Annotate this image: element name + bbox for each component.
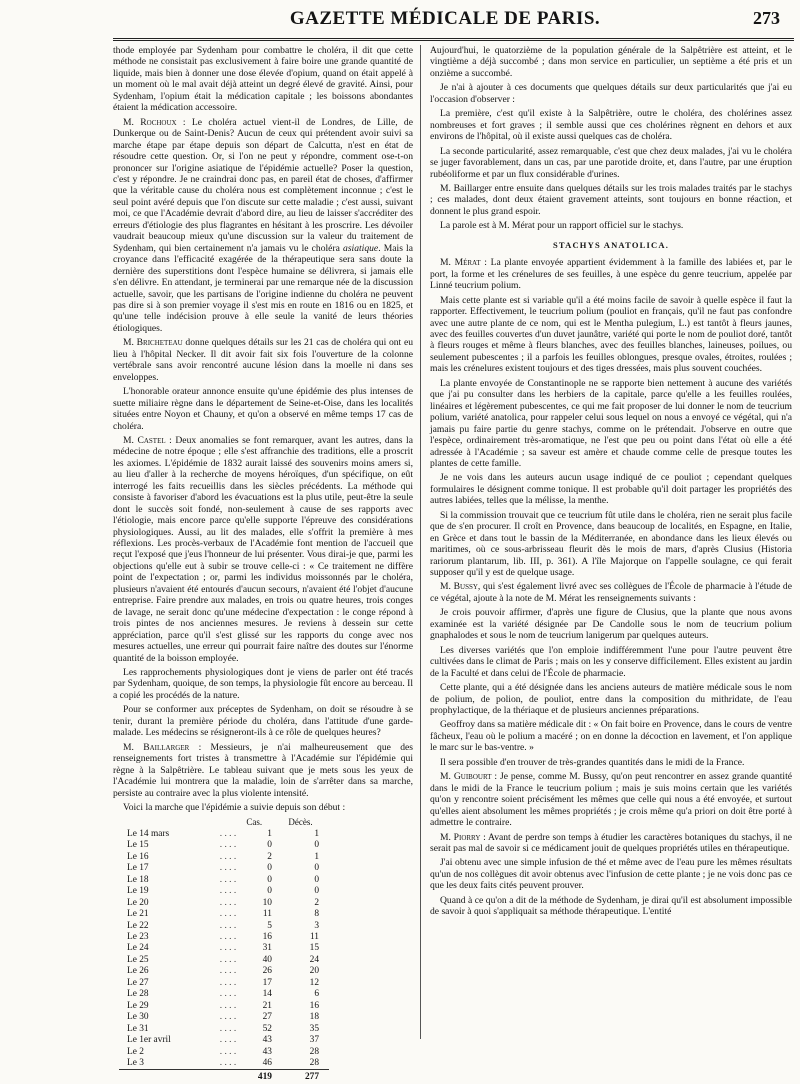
row-leader: . . . . bbox=[219, 1046, 237, 1057]
paragraph: La seconde particularité, assez remarquable, c'est que chez deux malades, j'ai vu le choléra se juger favorablement, dans un cas, par une parotide droite, et, dans l'autre, par une éruption rubéoliforme et par un flux considérable d'urines. bbox=[430, 145, 792, 180]
row-leader: . . . . bbox=[219, 1000, 237, 1011]
table-row bbox=[119, 840, 329, 851]
row-cases: 26 bbox=[262, 966, 272, 977]
paragraph: La parole est à M. Mérat pour un rapport officiel sur le stachys. bbox=[440, 220, 684, 232]
header-cases: Cas. bbox=[246, 817, 263, 828]
paragraph: M. Castel : Deux anomalies se font remarquer, avant les autres, dans la médecine de notre époque ; elle s'est affranchie des traditions, elle a proscrit les axiomes. L'épidémie de 1832 aurait laissé des souvenirs moins amers si, au lieu d'aller à la recherche de moyens héroïques, d'un spécifique, on eût interrogé les faits recueillis dans les siècles précédents. La méthode qui consiste à favoriser d'abord les évacuations est la plus utile, peut-être la seule dont le succès soit fondé, non-seulement à cause de ses rapports avec l'étiologie, mais encore parce qu'elle supporte l'épreuve des considérations physiologiques. Aussi, au lit des malades, elle s'offrit la première à mes réflexions. Les procès-verbaux de l'Académie font mention de l'accueil que reçut l'exposé que j'eus l'honneur de lui présenter. Vous dirai-je que, parmi les objections qu'elle eut à subir se trouve celle-ci : « Ce traitement ne diffère point de l'expectation ; or, parmi les individus moissonnés par le choléra, plusieurs n'avaient été entourés d'aucun secours, n'avaient été l'objet d'aucune entreprise. Faire prendre aux malades, en trois ou quatre heures, trois conges de lavage, ne serait donc qu'une médecine d'expectation : le conge répond à trois pintes de nos anciennes mesures. Je reviens à dessein sur cette appréciation, parce qu'il s'est glissé sur les rapports du conge avec nos mesures actuelles, une erreur qui pourrait faire naître des doutes sur l'énorme quantité de la boisson employée. bbox=[113, 434, 413, 664]
table-row bbox=[119, 1047, 329, 1058]
row-cases: 43 bbox=[262, 1035, 272, 1046]
row-cases: 43 bbox=[262, 1046, 272, 1057]
row-cases: 1 bbox=[267, 828, 272, 839]
row-leader: . . . . bbox=[219, 1035, 237, 1046]
table-row bbox=[119, 1024, 329, 1035]
section-heading: STACHYS ANATOLICA. bbox=[552, 239, 670, 250]
speaker: M. Rochoux : bbox=[123, 116, 186, 128]
row-cases: 52 bbox=[262, 1023, 272, 1034]
row-date: Le 20 bbox=[127, 897, 149, 908]
paragraph: Il sera possible d'en trouver de très-grandes quantités dans le midi de la France. bbox=[440, 756, 745, 768]
table-row bbox=[119, 1001, 329, 1012]
header-deaths: Décès. bbox=[288, 817, 313, 828]
paragraph: M. Piorry : Avant de perdre son temps à étudier les caractères botaniques du stachys, il ne serait pas mal de savoir si ce médicament jouit de quelques propriétés utiles en thérapeutique. bbox=[430, 831, 793, 854]
paragraph: Je crois pouvoir affirmer, d'après une figure de Clusius, que la plante que nous avons examinée est la variété désignée par De Candolle sous le nom de teucrium polium gnaphalodes et sous le nom de teucrium lanigerum par quelques auteurs. bbox=[430, 607, 792, 642]
speaker: M. Piorry : bbox=[440, 831, 486, 843]
row-deaths: 0 bbox=[314, 874, 319, 885]
row-date: Le 1er avril bbox=[127, 1035, 171, 1046]
row-cases: 14 bbox=[262, 989, 272, 1000]
row-leader: . . . . bbox=[219, 920, 237, 931]
paragraph: M. Rochoux : Le choléra actuel vient-il de Londres, de Lille, de Dunkerque ou de Saint-Denis? Aucun de ceux qui prétendent avoir suivi sa marche étape par étape depuis son départ de Calcutta, n'est en état de résoudre cette question. Or, si l'on ne peut y répondre, comment ose-t-on prononcer sur l'origine asiatique de l'épidémie actuelle? Poser la question, c'est y répondre. Je ne craindrai donc pas, en pareil état de choses, d'affirmer que la véritable cause du choléra nous est complètement inconnue ; c'est le seul point avéré depuis que l'on discute sur cette maladie ; c'est aussi, suivant moi, ce que l'Académie devrait d'abord dire, au lieu de laisser s'accréditer des erreurs d'étiologie des plus flagrantes en hésitant à les proscrire. Les dévoiler vaudrait beaucoup mieux qu'une discussion sur la valeur du traitement de Sydenham, qui bien certainement n'a jamais vu le choléra asiatique. Mais la croyance dans l'efficacité exagérée de la thérapeutique sera sans doute la dernière des superstitions dont l'espèce humaine se délivrera, si jamais elle s'en délivre. En attendant, je terminerai par une remarque née de la discussion actuelle, savoir, que les partisans de l'origine indienne du choléra ne peuvent pas dire si à son premier voyage il s'est mis en route en 1816 ou en 1825, et qu'une telle indécision prouve à elle seule la vanité de leurs théories étiologiques. bbox=[113, 116, 413, 334]
row-deaths: 1 bbox=[314, 828, 319, 839]
row-deaths: 28 bbox=[309, 1046, 319, 1057]
table-row bbox=[119, 875, 329, 886]
row-deaths: 2 bbox=[314, 897, 319, 908]
table-row bbox=[119, 829, 329, 840]
table-row bbox=[119, 1012, 329, 1023]
row-deaths: 11 bbox=[309, 931, 319, 942]
row-leader: . . . . bbox=[219, 1012, 237, 1023]
row-deaths: 24 bbox=[309, 954, 319, 965]
row-cases: 40 bbox=[262, 954, 272, 965]
epidemic-table bbox=[119, 817, 329, 1083]
paragraph: thode employée par Sydenham pour combattre le choléra, il dit que cette méthode ne consistait pas exclusivement à faire boire une grande quantité de liquide, mais bien à donner une dose élevée d'opium, quand on était appelé à un moment où le mal avait déjà atteint un degré élevé de gravité. Ainsi, pour Sydenham, l'opium était la médication capitale ; les boissons abondantes étaient la médication accessoire. bbox=[113, 45, 413, 114]
row-leader: . . . . bbox=[219, 977, 237, 988]
row-cases: 27 bbox=[262, 1012, 272, 1023]
row-leader: . . . . bbox=[219, 909, 237, 920]
row-deaths: 37 bbox=[309, 1035, 319, 1046]
row-deaths: 18 bbox=[309, 1012, 319, 1023]
paragraph: Les rapprochements physiologiques dont je viens de parler ont été tracés par Sydenham, quoique, de son temps, la physiologie fût encore au berceau. Il a copié les procédés de la nature. bbox=[113, 667, 413, 701]
paragraph: La plante envoyée de Constantinople ne se rapporte bien nettement à aucune des variétés que j'ai pu consulter dans les herbiers de la capitale, parce qu'elle a les feuilles roulées, linéaires et légèrement pubescentes, ce qui me fait proposer de lui donner le nom de teucrium polium, variété anatolica, pour rappeler celui sous lequel on nous a envoyé ce végétal, qui n'a jamais pu faire partie du genre stachys, comme on le prétendait. J'observe en outre que l'espèce, ordinairement très-aromatique, ne l'est que peu ou point dans l'état où elle a été adressée à l'Académie ; sa saveur est amère et chaude comme celle de presque toutes les plantes de cette famille. bbox=[430, 377, 792, 469]
row-date: Le 28 bbox=[127, 989, 149, 1000]
row-date: Le 30 bbox=[127, 1012, 149, 1023]
row-leader: . . . . bbox=[219, 954, 237, 965]
paragraph: Mais cette plante est si variable qu'il a été moins facile de savoir à quelle espèce il faut la rapporter. Effectivement, le teucrium polium (pouliot en français, qu'il ne faut pas confondre avec une autre plante de ce nom, qui est le Mentha pulegium, L.) est tantôt à fleurs jaunes, avec des feuilles couvertes d'un duvet jaunâtre, variété qui porte le nom de pouliot doré, tantôt à fleurs rouges et même à fleurs blanches, avec des feuilles blanches, laineuses, poilues, ou seulement pubescentes ; il a parfois les feuilles oblongues, presque ovales, étroites, roulées ; mais les crénelures existent toujours et des tiges dressées, mais plus souvent couchées. bbox=[430, 294, 792, 375]
row-cases: 2 bbox=[267, 851, 272, 862]
row-date: Le 27 bbox=[127, 977, 149, 988]
row-leader: . . . . bbox=[219, 943, 237, 954]
paragraph: M. Mérat : La plante envoyée appartient évidemment à la famille des labiées et, par le port, la forme et les crénelures de ses feuilles, à une espèce du genre teucrium, appelée par Linné teucrium polium. bbox=[430, 257, 793, 292]
row-date: Le 19 bbox=[127, 886, 149, 897]
table-row bbox=[119, 909, 329, 920]
table-row bbox=[119, 989, 329, 1000]
table-row bbox=[119, 978, 329, 989]
row-cases: 0 bbox=[267, 840, 272, 851]
header-rule bbox=[113, 38, 794, 41]
row-deaths: 28 bbox=[309, 1057, 319, 1068]
total-cases: 419 bbox=[236, 1070, 281, 1084]
row-date: Le 31 bbox=[127, 1023, 149, 1034]
table-header bbox=[119, 817, 329, 828]
paragraph: M. Guibourt : Je pense, comme M. Bussy, qu'on peut rencontrer en assez grande quantité dans le midi de la France le teucrium polium ; mais je suis moins certain que les variétés qu'on y rencontre soient précisément les mêmes que celle qui nous a été envoyée, et surtout qu'elles aient absolument les mêmes propriétés ; je crois même qu'a priori on doit être porté à admettre le contraire. bbox=[430, 771, 792, 829]
row-date: Le 18 bbox=[127, 874, 149, 885]
page-number: 273 bbox=[753, 8, 780, 28]
row-cases: 10 bbox=[262, 897, 272, 908]
paragraph: Si la commission trouvait que ce teucrium fût utile dans le choléra, rien ne serait plus facile que de s'en procurer. Il croît en Provence, dans beaucoup de localités, en Espagne, en Italie, en Grèce et dans tout le bassin de la Méditerranée, en abondance dans les lieux élevés ou maritimes, où ce sous-arbrisseau fleurit dès le mois de mars, d'après Clusius (Historia rariorum plantarum, lib. III, p. 361). A l'île Majorque on l'appelle soulagne, ce qui ferait supposer qu'il y est de quelque usage. bbox=[430, 509, 792, 579]
row-leader: . . . . bbox=[219, 931, 237, 942]
row-leader: . . . . bbox=[219, 851, 237, 862]
row-leader: . . . . bbox=[219, 840, 237, 851]
row-date: Le 16 bbox=[127, 851, 149, 862]
table-row bbox=[119, 852, 329, 863]
table-row bbox=[119, 921, 329, 932]
paragraph: Aujourd'hui, le quatorzième de la population générale de la Salpêtrière est atteint, et le vingtième a déjà succombé ; dans mon service en particulier, un septième a été pris et un onzième a succombé. bbox=[430, 45, 792, 79]
table-row bbox=[119, 1035, 329, 1046]
table-row bbox=[119, 1058, 329, 1070]
paragraph: Les diverses variétés que l'on emploie indifféremment l'une pour l'autre peuvent être cultivées dans le climat de Paris ; mais on les y conserve difficilement. Elles existent au jardin de la Faculté et dans celui de l'École de pharmacie. bbox=[430, 644, 792, 679]
right-column bbox=[430, 45, 792, 921]
row-cases: 5 bbox=[267, 920, 272, 931]
row-deaths: 16 bbox=[309, 1000, 319, 1011]
row-cases: 0 bbox=[267, 874, 272, 885]
left-column bbox=[113, 45, 413, 1084]
paragraph: M. Baillarger : Messieurs, je n'ai malheureusement que des renseignements fort tristes à transmettre à l'Académie sur l'épidémie qui règne à la Salpêtrière. Le tableau suivant que je mets sous les yeux de l'Académie lui montrera que la maladie, loin de s'arrêter dans sa marche, persiste au contraire avec la plus violente intensité. bbox=[113, 741, 413, 799]
row-deaths: 0 bbox=[314, 863, 319, 874]
paragraph: M. Bussy, qui s'est également livré avec ses collègues de l'École de pharmacie à l'étude de ce végétal, ajoute à la note de M. Mérat les renseignements suivants : bbox=[430, 581, 792, 604]
column-separator bbox=[420, 45, 421, 1039]
table-row bbox=[119, 886, 329, 897]
row-date: Le 23 bbox=[127, 931, 149, 942]
journal-title: GAZETTE MÉDICALE DE PARIS. bbox=[289, 8, 601, 29]
row-leader: . . . . bbox=[219, 828, 237, 839]
row-cases: 0 bbox=[267, 886, 272, 897]
row-cases: 17 bbox=[262, 977, 272, 988]
row-date: Le 26 bbox=[127, 966, 149, 977]
row-leader: . . . . bbox=[219, 863, 237, 874]
speaker: M. Baillarger : bbox=[123, 741, 202, 753]
paragraph: La première, c'est qu'il existe à la Salpêtrière, outre le choléra, des cholérines assez nombreuses et fort graves ; il semble aussi que ces cholérines règnent en dehors et aux environs de l'hôpital, où il existe aussi quelques cas de choléra. bbox=[430, 108, 792, 143]
paragraph: Je ne vois dans les auteurs aucun usage indiqué de ce pouliot ; cependant quelques formulaires le désignent comme tonique. Il est probable qu'il doit partager les propriétés des autres labiées, telles que la mélisse, la menthe. bbox=[430, 472, 792, 507]
speaker: M. Mérat : bbox=[440, 257, 487, 269]
paragraph: Quand à ce qu'on a dit de la méthode de Sydenham, je dirai qu'il est absolument impossible de savoir à quoi s'appliquait sa méthode thérapeutique. L'entité bbox=[430, 894, 792, 918]
row-date: Le 17 bbox=[127, 863, 149, 874]
row-leader: . . . . bbox=[219, 989, 237, 1000]
row-leader: . . . . bbox=[219, 897, 237, 908]
table-row bbox=[119, 863, 329, 874]
row-date: Le 29 bbox=[127, 1000, 149, 1011]
speaker: M. Castel : bbox=[123, 434, 172, 446]
row-leader: . . . . bbox=[219, 966, 237, 977]
table-row bbox=[119, 955, 329, 966]
page-header bbox=[100, 0, 790, 38]
row-leader: . . . . bbox=[219, 886, 237, 897]
row-cases: 11 bbox=[262, 909, 272, 920]
paragraph: Je n'ai à ajouter à ces documents que quelques détails sur deux particularités que j'ai eu l'occasion d'observer : bbox=[430, 82, 792, 105]
paragraph: M. Baillarger entre ensuite dans quelques détails sur les trois malades traités par le stachys ; ces malades, dont deux étaient gravement atteints, sont toujours en bonne réaction, et donnent le plus grand espoir. bbox=[430, 182, 792, 217]
speaker: M. Guibourt : bbox=[440, 771, 498, 783]
paragraph: J'ai obtenu avec une simple infusion de thé et même avec de l'eau pure les mêmes résultats qu'un de nos collègues dit avoir obtenus avec l'infusion de cette plante ; je ne vois donc pas ce que les deux faits cités peuvent prouver. bbox=[430, 857, 792, 892]
row-date: Le 24 bbox=[127, 943, 149, 954]
row-deaths: 3 bbox=[314, 920, 319, 931]
row-deaths: 15 bbox=[309, 943, 319, 954]
row-cases: 21 bbox=[262, 1000, 272, 1011]
total-deaths: 277 bbox=[282, 1070, 329, 1084]
row-date: Le 2 bbox=[127, 1046, 144, 1057]
row-deaths: 20 bbox=[309, 966, 319, 977]
paragraph: Cette plante, qui a été désignée dans les anciens auteurs de matière médicale sous le nom de polium, de polion, de pouliot, entre dans la composition du mithridate, de l'eau prophylactique, de la thériaque et de plusieurs anciennes préparations. bbox=[430, 682, 792, 717]
speaker: M. Bussy, bbox=[440, 581, 481, 593]
row-cases: 31 bbox=[262, 943, 272, 954]
row-leader: . . . . bbox=[219, 874, 237, 885]
row-deaths: 35 bbox=[309, 1023, 319, 1034]
row-deaths: 12 bbox=[309, 977, 319, 988]
row-cases: 16 bbox=[262, 931, 272, 942]
row-leader: . . . . bbox=[219, 1057, 237, 1068]
row-deaths: 8 bbox=[314, 909, 319, 920]
paragraph: Geoffroy dans sa matière médicale dit : « On fait boire en Provence, dans le cours de ventre fâcheux, l'eau où le polium a macéré ; on en donne la décoction en lavement, et l'on applique le marc sur le bas-ventre. » bbox=[430, 719, 792, 754]
row-date: Le 21 bbox=[127, 909, 149, 920]
row-date: Le 25 bbox=[127, 954, 149, 965]
table-row bbox=[119, 898, 329, 909]
table-row bbox=[119, 943, 329, 954]
table-total-row bbox=[119, 1070, 329, 1084]
table-row bbox=[119, 966, 329, 977]
row-date: Le 3 bbox=[127, 1057, 144, 1068]
table-row bbox=[119, 932, 329, 943]
row-deaths: 0 bbox=[314, 840, 319, 851]
row-date: Le 22 bbox=[127, 920, 149, 931]
paragraph: Pour se conformer aux préceptes de Sydenham, on doit se résoudre à se tenir, durant la première période du choléra, dans l'attitude d'une garde-malade. Les médecins se résigneront-ils à ce rôle de quelques heures? bbox=[113, 704, 413, 739]
row-date: Le 14 mars bbox=[127, 828, 170, 839]
row-cases: 46 bbox=[262, 1057, 272, 1068]
row-deaths: 0 bbox=[314, 886, 319, 897]
paragraph: M. Bricheteau donne quelques détails sur les 21 cas de choléra qui ont eu lieu à l'hôpital Necker. Il dit avoir fait six fois l'ouverture de la colonne vertébrale sans avoir rencontré aucune lésion dans la moelle ni dans ses enveloppes. bbox=[113, 337, 413, 383]
row-cases: 0 bbox=[267, 863, 272, 874]
row-deaths: 6 bbox=[314, 989, 319, 1000]
speaker: M. Bricheteau bbox=[123, 337, 183, 349]
paragraph: L'honorable orateur annonce ensuite qu'une épidémie des plus intenses de suette miliaire règne dans le département de Seine-et-Oise, dans les localités situées entre Noyon et Chauny, et qu'on a observé en même temps 17 cas de choléra. bbox=[113, 386, 413, 432]
row-deaths: 1 bbox=[314, 851, 319, 862]
row-leader: . . . . bbox=[219, 1023, 237, 1034]
row-date: Le 15 bbox=[127, 840, 149, 851]
paragraph: Voici la marche que l'épidémie a suivie depuis son début : bbox=[123, 802, 346, 813]
